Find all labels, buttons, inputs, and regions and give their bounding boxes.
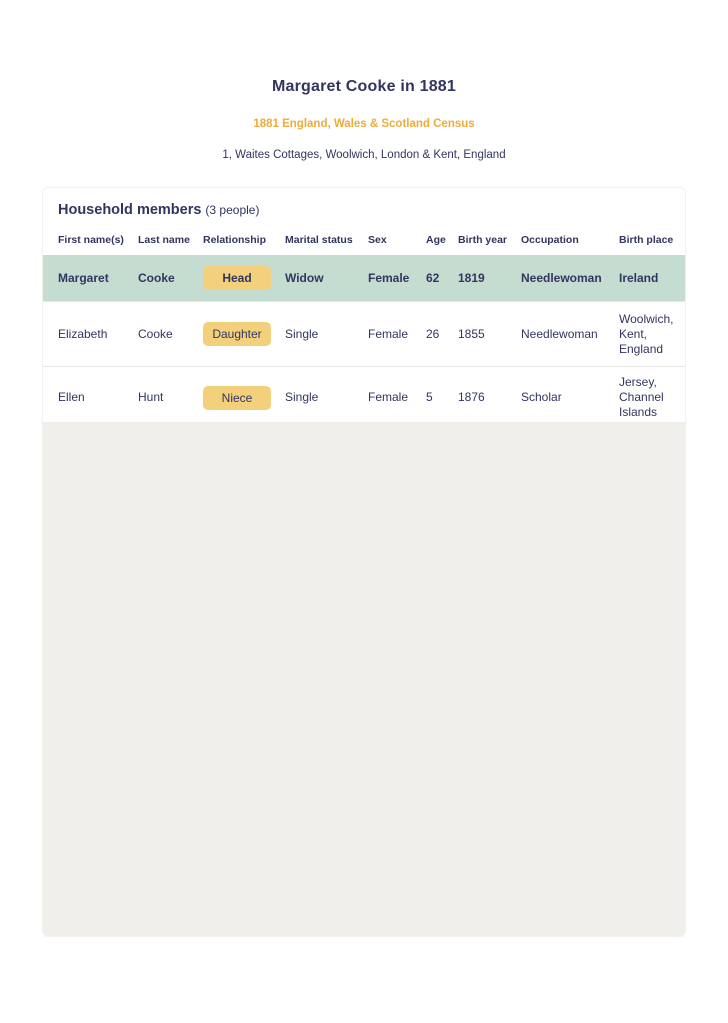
cell-age: 26 [426, 326, 440, 341]
household-members-count: (3 people) [205, 203, 260, 217]
column-header-occupation: Occupation [521, 233, 579, 246]
household-members-card [42, 187, 686, 937]
cell-marital-status: Single [285, 390, 319, 404]
cell-birth-year: 1876 [458, 390, 485, 404]
relationship-badge: Head [203, 266, 271, 290]
column-header-last-name: Last name [138, 233, 190, 246]
column-header-sex: Sex [368, 233, 387, 246]
cell-age: 62 [426, 270, 440, 285]
residence-address: 1, Waites Cottages, Woolwich, London & Kent, England [222, 149, 506, 161]
table-header-row [43, 229, 685, 251]
cell-birth-year: 1855 [458, 326, 485, 341]
column-header-relationship: Relationship [203, 233, 267, 246]
cell-last-name: Cooke [138, 270, 175, 285]
household-member-row-margaret-cooke[interactable] [43, 255, 685, 301]
relationship-badge: Niece [203, 386, 271, 410]
column-header-marital-status: Marital status [285, 233, 353, 246]
cell-last-name: Hunt [138, 390, 164, 404]
cell-age: 5 [426, 390, 433, 404]
cell-relationship [203, 386, 285, 410]
household-member-row-elizabeth-cooke[interactable] [43, 301, 685, 366]
cell-birth-place: Ireland [619, 270, 659, 285]
cell-sex: Female [368, 326, 409, 341]
column-header-birth-year: Birth year [458, 233, 508, 246]
cell-first-name: Elizabeth [58, 326, 108, 341]
household-members-title: Household members [58, 202, 202, 218]
cell-birth-year: 1819 [458, 270, 485, 285]
cell-sex: Female [368, 390, 409, 404]
household-members-heading [43, 188, 685, 220]
record-set-link[interactable]: 1881 England, Wales & Scotland Census [253, 118, 475, 130]
column-header-age: Age [426, 233, 446, 246]
cell-birth-place: Woolwich, Kent, England [619, 311, 674, 356]
cell-marital-status: Widow [285, 270, 324, 285]
household-member-row-ellen-hunt[interactable] [43, 366, 685, 428]
page-title: Margaret Cooke in 1881 [271, 78, 457, 95]
cell-relationship [203, 266, 285, 290]
cell-first-name: Margaret [58, 270, 109, 285]
cell-occupation: Scholar [521, 390, 562, 404]
cell-last-name: Cooke [138, 326, 173, 341]
cell-occupation: Needlewoman [521, 326, 598, 341]
cell-marital-status: Single [285, 326, 319, 341]
cell-sex: Female [368, 270, 410, 285]
column-header-first-name: First name(s) [58, 233, 124, 246]
cell-relationship [203, 322, 285, 346]
cell-first-name: Ellen [58, 390, 85, 404]
relationship-badge: Daughter [203, 322, 271, 346]
cell-occupation: Needlewoman [521, 270, 602, 285]
record-detail-panel [43, 422, 685, 936]
cell-birth-place: Jersey, Channel Islands [619, 375, 664, 419]
column-header-birth-place: Birth place [619, 233, 674, 246]
